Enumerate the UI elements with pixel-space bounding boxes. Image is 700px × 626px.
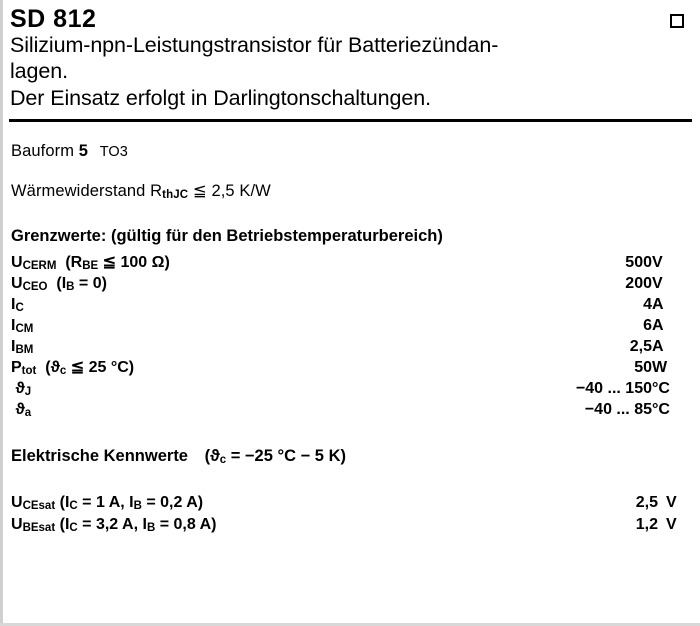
- electrical-heading-row: [11, 447, 686, 466]
- symbol-base: I: [11, 337, 16, 355]
- limits-heading-note: (gültig für den Betriebstemperaturbereich): [110, 227, 443, 246]
- symbol-base: ϑ: [15, 400, 25, 418]
- limits-row-value: 6: [643, 316, 652, 334]
- electrical-row-value: 2,5: [635, 493, 658, 511]
- symbol-base: U: [11, 254, 23, 272]
- limits-row-unit: °C: [652, 400, 670, 418]
- condition-subscript: BE: [82, 260, 99, 273]
- limits-row-value: 4: [643, 295, 652, 313]
- symbol-subscript: BM: [15, 343, 34, 356]
- condition-base: (ϑ: [45, 358, 60, 376]
- limits-row-unit: W: [652, 358, 668, 376]
- limits-heading-row: [11, 227, 686, 246]
- limits-row-unit: V: [652, 254, 663, 272]
- limits-table: [11, 253, 686, 421]
- bauform-label: Bauform: [11, 142, 75, 161]
- symbol-subscript: a: [24, 406, 32, 419]
- symbol-subscript: tot: [21, 364, 37, 377]
- condition-mid: = 1 A, I: [77, 493, 134, 511]
- limits-row-unit: A: [652, 337, 664, 355]
- condition-base: (ϑ: [204, 446, 220, 465]
- table-row: [11, 379, 686, 400]
- condition-subscript: C: [69, 499, 78, 512]
- condition-subscript-2: B: [133, 499, 142, 512]
- document-subtitle-line1: Silizium-npn-Leistungstransistor für Batteriezündan-: [10, 33, 499, 58]
- symbol-subscript: BEsat: [22, 521, 56, 534]
- symbol-base: P: [11, 358, 22, 376]
- electrical-row-symbol: [11, 514, 582, 536]
- condition-base: (R: [65, 254, 83, 272]
- limits-row-symbol: [11, 400, 444, 421]
- table-row: [11, 514, 686, 536]
- condition-base: (I: [59, 515, 70, 533]
- header-divider: [9, 119, 692, 122]
- table-row: [11, 400, 686, 421]
- electrical-row-unit: V: [666, 515, 677, 533]
- limits-row-symbol: [11, 253, 444, 274]
- document-header: [0, 0, 700, 111]
- limits-row-unit: V: [652, 275, 663, 292]
- limits-row-unit: °C: [652, 379, 670, 397]
- bauform-row: [11, 142, 686, 161]
- condition-rest: = 0,8 A): [155, 515, 217, 533]
- table-row: [11, 492, 686, 514]
- condition-rest: = 0,2 A): [141, 493, 204, 511]
- limits-row-value: 50: [634, 358, 652, 376]
- page-title: SD 812: [10, 5, 97, 33]
- limits-row-symbol: [11, 316, 444, 337]
- limits-row-value: 2,5: [629, 337, 652, 355]
- limits-row-value: −40 ... 150: [575, 379, 652, 397]
- thermal-resistance-value: ≦ 2,5 K/W: [192, 182, 271, 201]
- symbol-subscript: C: [15, 301, 24, 314]
- electrical-heading-condition: [205, 447, 346, 465]
- limits-row-symbol: [11, 358, 444, 379]
- limits-heading: Grenzwerte:: [11, 227, 107, 246]
- symbol-subscript: CERM: [22, 260, 57, 273]
- condition-base: (I: [59, 493, 70, 511]
- table-row: [11, 295, 686, 316]
- limits-row-symbol: [11, 274, 444, 295]
- symbol-subscript: CEsat: [22, 499, 56, 512]
- electrical-table: [11, 492, 686, 536]
- condition-subscript: C: [69, 521, 78, 534]
- table-row: [11, 253, 686, 274]
- symbol-base: I: [11, 316, 16, 334]
- square-outline-icon: [670, 14, 684, 28]
- limits-row-value: 200: [625, 275, 652, 292]
- limits-row-symbol: [11, 337, 444, 358]
- document-subtitle-line2: lagen.: [10, 59, 68, 84]
- electrical-row-value: 1,2: [635, 515, 658, 533]
- thermal-resistance-label: Wärmewiderstand R: [11, 182, 163, 201]
- document-body: [0, 142, 700, 536]
- symbol-base: U: [11, 275, 23, 292]
- symbol-subscript: CM: [15, 322, 34, 335]
- condition-mid: = 3,2 A, I: [77, 515, 147, 533]
- condition-rest: ≦ 100 Ω): [98, 254, 170, 272]
- symbol-base: U: [11, 493, 23, 511]
- symbol-base: U: [11, 515, 23, 533]
- electrical-row-unit: V: [666, 493, 677, 511]
- symbol-base: I: [11, 295, 16, 313]
- symbol-base: ϑ: [15, 379, 25, 397]
- limits-row-unit: A: [652, 316, 664, 334]
- bauform-value: 5: [78, 142, 89, 161]
- condition-rest: ≦ 25 °C): [66, 358, 135, 376]
- limits-row-symbol: [11, 295, 444, 316]
- electrical-row-symbol: [11, 492, 582, 514]
- thermal-resistance-subscript: thJC: [162, 189, 189, 202]
- symbol-subscript: J: [24, 385, 32, 398]
- bauform-package: TO3: [99, 144, 128, 161]
- condition-rest: = −25 °C − 5 K): [226, 446, 346, 465]
- limits-row-value: −40 ... 85: [584, 400, 652, 418]
- condition-subscript: c: [219, 453, 227, 466]
- condition-subscript: B: [66, 281, 75, 293]
- table-row: [11, 316, 686, 337]
- document-subtitle-line3: Der Einsatz erfolgt in Darlingtonschaltungen.: [10, 86, 431, 111]
- condition-rest: = 0): [74, 275, 107, 292]
- table-row: [11, 274, 686, 295]
- limits-row-value: 500: [625, 254, 652, 272]
- electrical-heading: Elektrische Kennwerte: [11, 446, 188, 465]
- title-row: [10, 6, 686, 32]
- symbol-subscript: CEO: [22, 281, 48, 293]
- condition-subscript-2: B: [146, 521, 156, 534]
- thermal-resistance-row: [11, 181, 686, 201]
- condition-subscript: c: [59, 364, 67, 377]
- limits-row-symbol: [11, 379, 444, 400]
- limits-row-unit: A: [652, 295, 664, 313]
- table-row: [11, 337, 686, 358]
- condition-base: (I: [56, 275, 67, 292]
- table-row: [11, 358, 686, 379]
